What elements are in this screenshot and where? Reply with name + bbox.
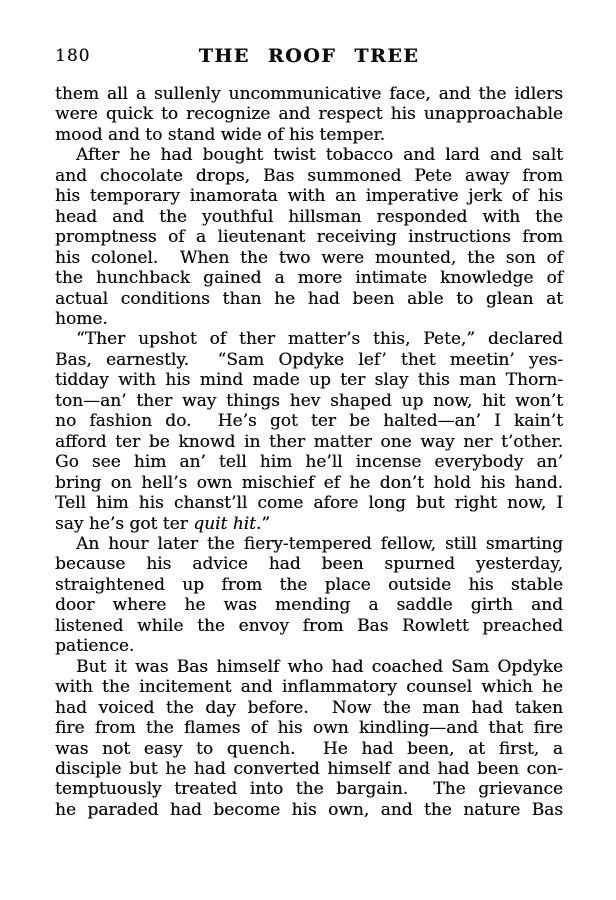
paragraph [55, 84, 563, 145]
text-line: no fashion do. He’s got ter be halted—an’ I kain’t [55, 411, 563, 432]
page-header [55, 45, 563, 67]
text-line: “Ther upshot of ther matter’s this, Pete,” declared [76, 329, 563, 350]
text-line: Go see him an’ tell him he’ll incense everybody an’ [55, 452, 563, 473]
text-line: Bas, earnestly. “Sam Opdyke lef’ thet meetin’ yes- [55, 349, 563, 370]
paragraph [55, 534, 563, 657]
text-line: and chocolate drops, Bas summoned Pete away from [55, 165, 563, 186]
running-title: THE ROOF TREE [198, 45, 420, 67]
text-line: ton—an’ ther way things hev shaped up now, hit won’t [55, 390, 563, 411]
text-line: straightened up from the place outside his stable [55, 574, 563, 595]
page-body [55, 84, 563, 820]
paragraph [55, 329, 563, 534]
text-line: listened while the envoy from Bas Rowlett preached [55, 615, 563, 636]
text-line: promptness of a lieutenant receiving instructions from [55, 227, 563, 248]
text-line: afford ter be knowd in ther matter one way ner t’other. [55, 431, 563, 452]
paragraph [55, 657, 563, 821]
text-line: bring on hell’s own mischief ef he don’t hold his hand. [55, 472, 563, 493]
text-line: tidday with his mind made up ter slay this man Thorn- [55, 370, 563, 391]
text-line: mood and to stand wide of his temper. [55, 124, 386, 145]
text-line: had voiced the day before. Now the man had taken [55, 697, 563, 718]
text-line: were quick to recognize and respect his unapproachable [55, 104, 563, 125]
text-line: them all a sullenly uncommunicative face, and the idlers [55, 84, 563, 104]
text-line: his colonel. When the two were mounted, the son of [55, 247, 563, 268]
text-line: temptuously treated into the bargain. The grievance [55, 779, 563, 800]
text-line: patience. [55, 636, 135, 657]
text-line: But it was Bas himself who had coached Sam Opdyke [76, 656, 563, 677]
text-line: was not easy to quench. He had been, at first, a [55, 738, 563, 759]
paragraph [55, 145, 563, 329]
text-line: home. [55, 308, 108, 329]
text-line: actual conditions than he had been able to glean at [55, 288, 563, 309]
text-line: the hunchback gained a more intimate knowledge of [55, 268, 563, 289]
text-line: because his advice had been spurned yesterday, [55, 554, 563, 575]
text-line: Tell him his chanst’ll come afore long but right now, I [55, 493, 563, 514]
text-line: fire from the flames of his own kindling—and that fire [55, 718, 563, 739]
text-line: head and the youthful hillsman responded with the [55, 206, 563, 227]
text-line: disciple but he had converted himself and had been con- [55, 758, 563, 779]
text-line: with the incitement and inflammatory counsel which he [55, 677, 563, 698]
text-line: his temporary inamorata with an imperative jerk of his [55, 186, 563, 207]
text-line: door where he was mending a saddle girth and [55, 595, 563, 616]
text-line: say he’s got ter quit hit.” [55, 513, 271, 534]
text-line: An hour later the fiery-tempered fellow, still smarting [76, 533, 563, 554]
page-number: 180 [55, 46, 91, 66]
text-line: he paraded had become his own, and the nature Bas [55, 799, 563, 820]
text-line: After he had bought twist tobacco and lard and salt [76, 145, 563, 166]
